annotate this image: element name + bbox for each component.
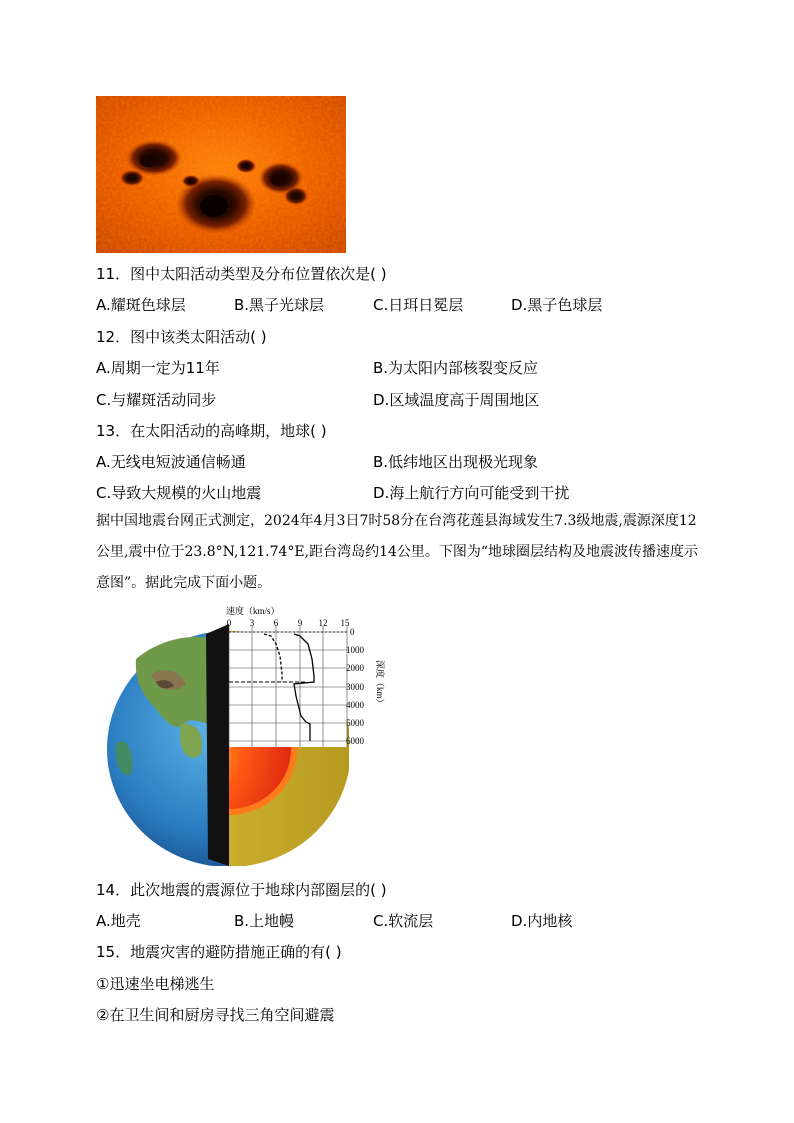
speed-tick-12: 12 (318, 618, 328, 628)
q13-option-a: A.无线电短波通信畅通 (96, 453, 246, 471)
q14-option-d: D.内地核 (511, 912, 573, 930)
depth-tick-3000: 3000 (346, 682, 364, 692)
q14-option-a: A.地壳 (96, 912, 141, 930)
q11-option-c: C.日珥日冕层 (373, 296, 464, 314)
depth-tick-0: 0 (350, 627, 355, 637)
question-13-stem: 13．在太阳活动的高峰期，地球( ) (96, 422, 327, 440)
q12-option-c: C.与耀斑活动同步 (96, 391, 217, 409)
earth-structure-figure (96, 604, 396, 866)
depth-tick-6000: 6000 (346, 736, 364, 746)
q15-item-2: ②在卫生间和厨房寻找三角空间避震 (96, 1006, 335, 1024)
q13-option-b: B.低纬地区出现极光现象 (373, 453, 539, 471)
q11-option-a: A.耀斑色球层 (96, 296, 186, 314)
speed-tick-0: 0 (226, 618, 232, 628)
sunspot-image (96, 96, 346, 253)
q12-option-a: A.周期一定为11年 (96, 359, 220, 377)
depth-tick-2000: 2000 (346, 663, 364, 673)
speed-tick-15: 15 (340, 618, 350, 628)
q13-option-d: D.海上航行方向可能受到干扰 (373, 484, 570, 502)
speed-tick-9: 9 (297, 618, 303, 628)
speed-tick-6: 6 (273, 618, 279, 628)
q11-option-d: D.黑子色球层 (511, 296, 603, 314)
q15-item-1: ①迅速坐电梯逃生 (96, 975, 215, 993)
speed-axis-label: 速度（km/s） (226, 606, 280, 616)
q14-option-c: C.软流层 (373, 912, 434, 930)
question-15-stem: 15．地震灾害的避防措施正确的有( ) (96, 943, 342, 961)
depth-axis-label: 深度（km） (375, 660, 385, 708)
passage-text: 据中国地震台网正式测定，2024年4月3日7时58分在台湾花莲县海域发生7.3级地震,震源深度12公里,震中位于23.8°N,121.74°E,距台湾岛约14公里。下图为“地球圈层结构及地震波传播速度示意图”。据此完成下面小题。 (96, 513, 699, 591)
question-12-stem: 12．图中该类太阳活动( ) (96, 328, 267, 346)
q14-option-b: B.上地幔 (234, 912, 295, 930)
q13-option-c: C.导致大规模的火山地震 (96, 484, 262, 502)
depth-tick-1000: 1000 (346, 645, 364, 655)
question-14-stem: 14．此次地震的震源位于地球内部圈层的( ) (96, 881, 387, 899)
question-11-stem: 11．图中太阳活动类型及分布位置依次是( ) (96, 265, 387, 283)
q12-option-d: D.区域温度高于周围地区 (373, 391, 540, 409)
depth-tick-5000: 5000 (346, 718, 364, 728)
depth-tick-4000: 4000 (346, 700, 364, 710)
q12-option-b: B.为太阳内部核裂变反应 (373, 359, 539, 377)
speed-tick-3: 3 (249, 618, 255, 628)
q11-option-b: B.黑子光球层 (234, 296, 325, 314)
